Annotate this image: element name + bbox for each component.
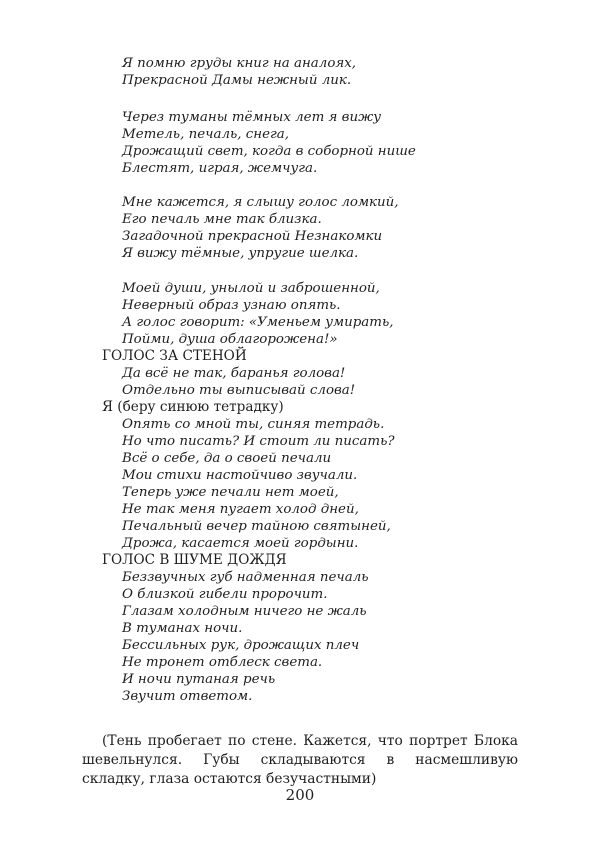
verse-line: Его печаль мне так близка. <box>122 212 322 227</box>
speaker-heading-voice-in-rain: ГОЛОС В ШУМЕ ДОЖДЯ <box>102 552 287 568</box>
stanza-rain <box>122 569 522 705</box>
verse-line: Отдельно ты выписывай слова! <box>122 383 356 398</box>
stanza-1 <box>122 55 522 89</box>
verse-line: Бессильных рук, дрожащих плеч <box>122 638 360 653</box>
verse-line: Моей души, унылой и заброшенной, <box>122 281 380 296</box>
verse-line: Дрожащий свет, когда в соборной нише <box>122 144 416 159</box>
verse-line: Через туманы тёмных лет я вижу <box>122 110 382 125</box>
stanza-3 <box>122 194 522 262</box>
verse-line: А голос говорит: «Уменьем умирать, <box>122 315 394 330</box>
page-number: 200 <box>285 786 315 804</box>
speaker-heading-voice-behind-wall: ГОЛОС ЗА СТЕНОЙ <box>102 348 247 364</box>
verse-line: Метель, печаль, снега, <box>122 127 290 142</box>
verse-line: Не так меня пугает холод дней, <box>122 502 359 517</box>
verse-line: В туманах ночи. <box>122 621 243 636</box>
verse-line: Опять со мной ты, синяя тетрадь. <box>122 417 385 432</box>
verse-line: О близкой гибели пророчит. <box>122 587 328 602</box>
stanza-2 <box>122 109 522 177</box>
verse-line: Теперь уже печали нет моей, <box>122 485 339 500</box>
verse-line: Прекрасной Дамы нежный лик. <box>122 73 352 88</box>
verse-line: Не тронет отблеск света. <box>122 655 323 670</box>
verse-line: Дрожа, касается моей гордыни. <box>122 536 359 551</box>
verse-line: Да всё не так, баранья голова! <box>122 366 346 381</box>
verse-line: Блестят, играя, жемчуга. <box>122 161 318 176</box>
verse-line: Глазам холодным ничего не жаль <box>122 604 367 619</box>
speaker-heading-me: Я (беру синюю тетрадку) <box>102 399 284 415</box>
verse-line: Но что писать? И стоит ли писать? <box>122 434 395 449</box>
verse-line: Я вижу тёмные, упругие шелка. <box>122 246 359 261</box>
stage-direction-paragraph: (Тень пробегает по стене. Кажется, что портрет Блока шевельнулся. Губы складываются в насмешливую складку, глаза остаются безучастными) <box>82 732 518 787</box>
verse-line: И ночи путаная речь <box>122 672 276 687</box>
stanza-4 <box>122 280 522 348</box>
verse-line: Мои стихи настойчиво звучали. <box>122 468 358 483</box>
verse-line: Пойми, душа облагорожена!» <box>122 332 338 347</box>
verse-line: Всё о себе, да о своей печали <box>122 451 332 466</box>
stanza-notebook <box>122 416 522 552</box>
stanza-voice-wall <box>122 365 522 399</box>
verse-line: Беззвучных губ надменная печаль <box>122 570 369 585</box>
verse-line: Звучит ответом. <box>122 689 253 704</box>
verse-line: Я помню груды книг на аналоях, <box>122 56 357 71</box>
verse-line: Печальный вечер тайною святыней, <box>122 519 391 534</box>
verse-line: Мне кажется, я слышу голос ломкий, <box>122 195 399 210</box>
verse-line: Неверный образ узнаю опять. <box>122 298 341 313</box>
verse-line: Загадочной прекрасной Незнакомки <box>122 229 383 244</box>
